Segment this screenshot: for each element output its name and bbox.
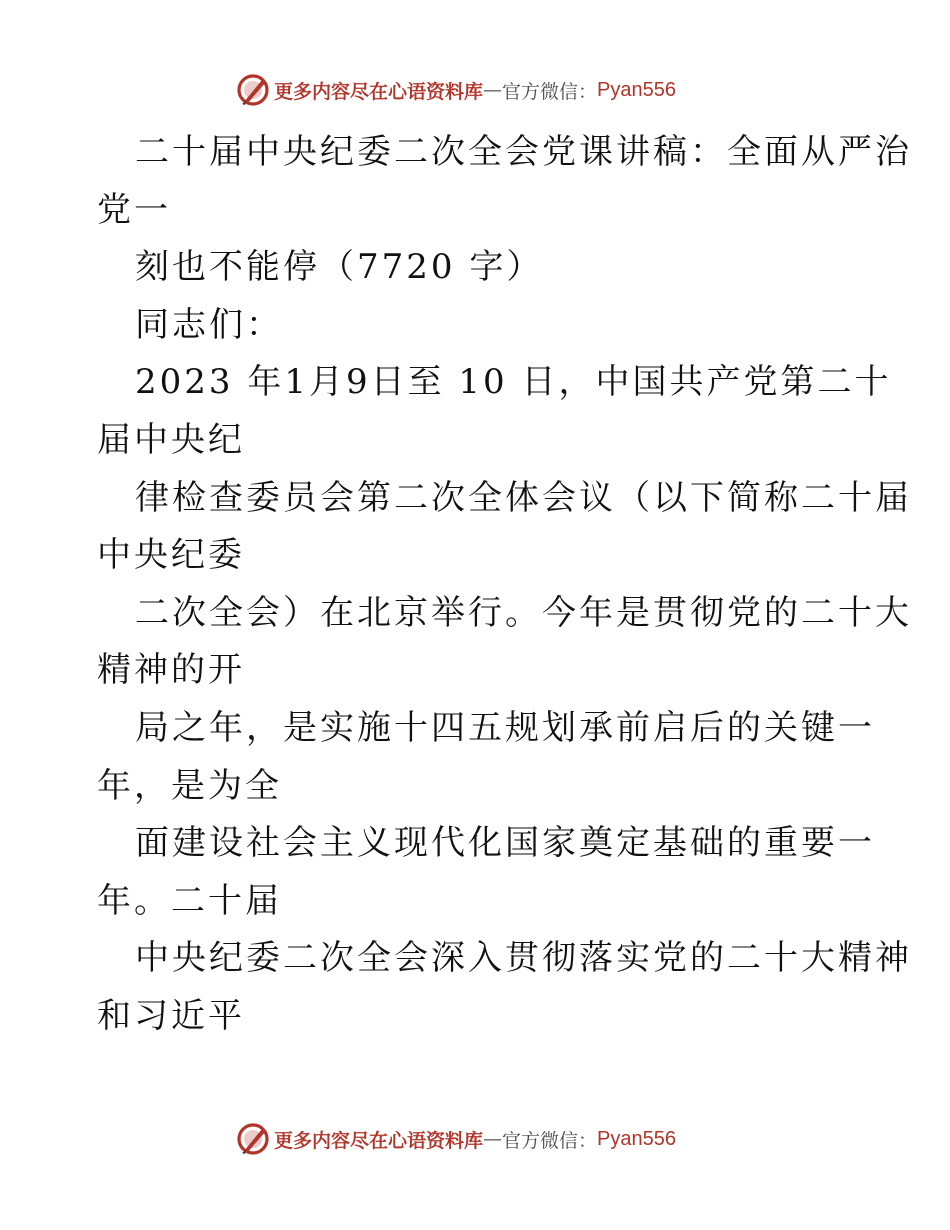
- watermark-contact-label: 官方微信：: [502, 80, 598, 103]
- watermark-footer: [236, 1121, 676, 1157]
- salutation: 同志们：: [135, 304, 283, 345]
- paragraph-line: 年。二十届: [97, 880, 282, 921]
- paragraph-line: 届中央纪: [97, 419, 245, 460]
- document-title-line-2: 党一: [97, 189, 171, 230]
- paragraph-line: 中央纪委二次全会深入贯彻落实党的二十大精神: [135, 938, 912, 979]
- watermark-contact-id: Pyan556: [597, 78, 676, 101]
- watermark-header: [236, 72, 676, 108]
- watermark-contact-id: Pyan556: [597, 1127, 676, 1150]
- paragraph-line: 精神的开: [97, 650, 245, 691]
- paragraph-line: 面建设社会主义现代化国家奠定基础的重要一: [135, 823, 875, 864]
- quill-seal-icon: [236, 1122, 270, 1156]
- paragraph-line: 和习近平: [97, 995, 245, 1036]
- quill-seal-icon: [236, 73, 270, 107]
- watermark-brand-text: 更多内容尽在心语资料库: [274, 80, 484, 103]
- watermark-brand-text: 更多内容尽在心语资料库: [274, 1129, 484, 1152]
- paragraph-line: 局之年，是实施十四五规划承前启后的关键一: [135, 707, 875, 748]
- document-title-line-1: 二十届中央纪委二次全会党课讲稿：全面从严治: [135, 132, 912, 172]
- paragraph-line: 中央纪委: [97, 535, 245, 576]
- document-title-line-3: 刻也不能停（7720 字）: [135, 247, 544, 288]
- watermark-dash: —: [483, 79, 503, 101]
- paragraph-line: 年，是为全: [97, 765, 282, 806]
- watermark-dash: —: [483, 1128, 503, 1150]
- paragraph-line: 二次全会）在北京举行。今年是贯彻党的二十大: [135, 592, 912, 633]
- watermark-contact-label: 官方微信：: [502, 1129, 598, 1152]
- document-body: [97, 124, 912, 1046]
- paragraph-line: 2023 年1月9日至 10 日，中国共产党第二十: [135, 362, 892, 403]
- paragraph-line: 律检查委员会第二次全体会议（以下简称二十届: [135, 477, 912, 518]
